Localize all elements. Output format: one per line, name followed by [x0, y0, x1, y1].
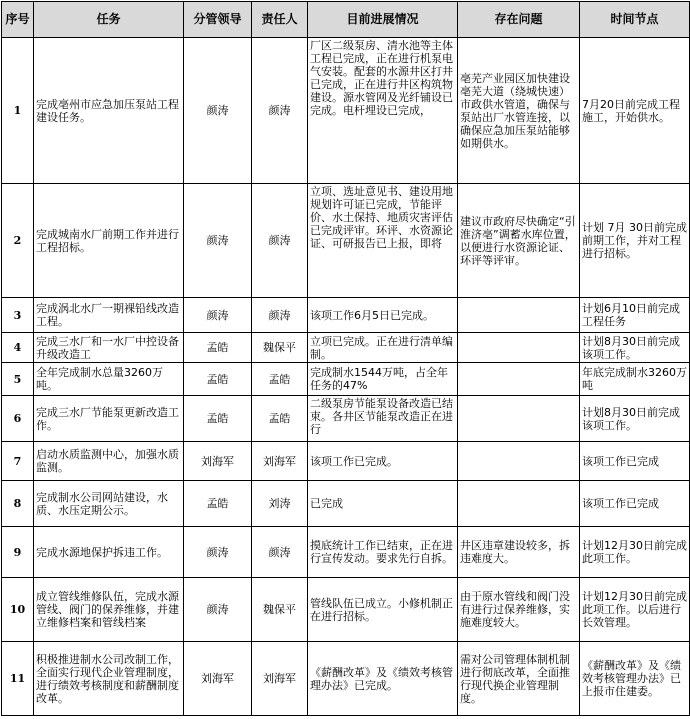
row-task: 完成三水厂节能泵更新改造工作。 — [34, 396, 184, 442]
header-progress: 目前进展情况 — [308, 2, 458, 38]
row-progress: 该项工作6月5日已完成。 — [308, 298, 458, 333]
row-timeline: 该项工作已完成 — [580, 481, 690, 527]
table-row — [2, 578, 690, 642]
row-task: 完成制水公司网站建设，水质、水压定期公示。 — [34, 481, 184, 527]
row-owner: 颜涛 — [252, 527, 308, 578]
table-row — [2, 298, 690, 333]
row-timeline: 计划 7月 30日前完成前期工作，并对工程进行招标。 — [580, 184, 690, 298]
row-leader: 孟皓 — [184, 481, 252, 527]
row-leader: 颜涛 — [184, 38, 252, 184]
row-issues — [458, 481, 580, 527]
row-no: 5 — [2, 363, 34, 396]
row-owner: 颜涛 — [252, 38, 308, 184]
row-owner: 孟皓 — [252, 363, 308, 396]
row-issues: 井区违章建设较多，拆违难度大。 — [458, 527, 580, 578]
row-progress — [308, 396, 458, 442]
row-leader: 颜涛 — [184, 184, 252, 298]
header-row — [2, 2, 690, 38]
row-timeline: 年底完成制水3260万吨 — [580, 363, 690, 396]
header-leader: 分管领导 — [184, 2, 252, 38]
row-timeline: 《薪酬改革》及《绩效考核管理办法》已上报市住建委。 — [580, 642, 690, 716]
table-row — [2, 38, 690, 184]
header-owner: 责任人 — [252, 2, 308, 38]
row-progress — [308, 38, 458, 184]
row-no: 7 — [2, 442, 34, 481]
row-issues: 需对公司管理体制机制进行彻底改革，全面推行现代换企业管理制度。 — [458, 642, 580, 716]
row-owner: 颜涛 — [252, 184, 308, 298]
row-leader: 颜涛 — [184, 298, 252, 333]
task-table — [1, 1, 690, 716]
row-issues: 亳芜产业园区加快建设亳芜大道（绕城快速）市政供水管道，确保与泵站出厂水管连接，以确保应急加压泵站能够如期供水。 — [458, 38, 580, 184]
row-progress: 已完成 — [308, 481, 458, 527]
row-task: 完成城南水厂前期工作并进行工程招标。 — [34, 184, 184, 298]
row-owner: 魏保平 — [252, 578, 308, 642]
row-task: 完成涡北水厂一期裸铅线改造工程。 — [34, 298, 184, 333]
row-leader: 颜涛 — [184, 578, 252, 642]
row-issues — [458, 333, 580, 363]
row-progress — [308, 184, 458, 298]
row-no: 1 — [2, 38, 34, 184]
row-task: 完成三水厂和一水厂中控设备升级改造工 — [34, 333, 184, 363]
row-owner: 刘海军 — [252, 642, 308, 716]
row-issues: 由于原水管线和阀门没有进行过保养维修，实施难度较大。 — [458, 578, 580, 642]
table-row — [2, 396, 690, 442]
header-task: 任务 — [34, 2, 184, 38]
row-no: 4 — [2, 333, 34, 363]
row-issues — [458, 442, 580, 481]
row-progress: 完成制水1544万吨，占全年任务的47% — [308, 363, 458, 396]
table-row — [2, 184, 690, 298]
row-timeline: 计划8月30日前完成该项工作。 — [580, 396, 690, 442]
row-leader: 孟皓 — [184, 363, 252, 396]
row-owner: 魏保平 — [252, 333, 308, 363]
row-issues — [458, 298, 580, 333]
row-leader: 孟皓 — [184, 396, 252, 442]
row-no: 10 — [2, 578, 34, 642]
row-leader: 刘海军 — [184, 642, 252, 716]
row-issues — [458, 396, 580, 442]
table-row — [2, 442, 690, 481]
table-row — [2, 527, 690, 578]
row-timeline: 计划6月10日前完成工程任务 — [580, 298, 690, 333]
row-progress: 管线队伍已成立。小修机制正在进行招标。 — [308, 578, 458, 642]
row-timeline: 7月20日前完成工程施工，开始供水。 — [580, 38, 690, 184]
row-task: 启动水质监测中心，加强水质监测。 — [34, 442, 184, 481]
row-task: 成立管线维修队伍，完成水源管线、阀门的保养维修，并建立维修档案和管线档案 — [34, 578, 184, 642]
table-row — [2, 481, 690, 527]
row-no: 11 — [2, 642, 34, 716]
header-timeline: 时间节点 — [580, 2, 690, 38]
row-task: 完成水源地保护拆违工作。 — [34, 527, 184, 578]
row-task: 完成亳州市应急加压泵站工程建设任务。 — [34, 38, 184, 184]
row-no: 3 — [2, 298, 34, 333]
row-owner: 刘海军 — [252, 442, 308, 481]
row-progress: 《薪酬改革》及《绩效考核管理办法》已完成。 — [308, 642, 458, 716]
row-owner: 颜涛 — [252, 298, 308, 333]
row-progress: 摸底统计工作已结束，正在进行宣传发动。要求先行自拆。 — [308, 527, 458, 578]
row-owner: 孟皓 — [252, 396, 308, 442]
row-no: 9 — [2, 527, 34, 578]
row-leader: 孟皓 — [184, 333, 252, 363]
row-timeline: 该项工作已完成 — [580, 442, 690, 481]
header-issues: 存在问题 — [458, 2, 580, 38]
row-leader: 颜涛 — [184, 527, 252, 578]
row-no: 6 — [2, 396, 34, 442]
row-timeline: 计划12月30日前完成此项工作。 — [580, 527, 690, 578]
row-progress-text: 二级泵房节能泵设备改造已结束。各井区节能泵改造正在进行 — [310, 397, 453, 436]
row-progress-text: 厂区二级泵房、清水池等主体工程已完成，正在进行机泵电气安装。配套的水源井区打井已完成，正在进行井区构筑物建设。源水管网及光纤铺设已完成。电杆埋设已完成， — [310, 39, 453, 117]
table-row — [2, 333, 690, 363]
row-progress: 立项已完成。正在进行清单编制。 — [308, 333, 458, 363]
header-no: 序号 — [2, 2, 34, 38]
row-task: 全年完成制水总量3260万吨。 — [34, 363, 184, 396]
row-task: 积极推进制水公司改制工作，全面实行现代企业管理制度，进行绩效考核制度和薪酬制度改革。 — [34, 642, 184, 716]
row-progress-text: 立项、选址意见书、建设用地规划许可证已完成，节能评价、水土保持、地质灾害评估已完成评审。环评、水资源论证、可研报告已上报，即将 — [310, 185, 453, 250]
row-progress: 该项工作已完成。 — [308, 442, 458, 481]
row-owner: 刘涛 — [252, 481, 308, 527]
row-issues — [458, 363, 580, 396]
row-leader: 刘海军 — [184, 442, 252, 481]
row-issues: 建议市政府尽快确定“引淮济亳”调蓄水库位置，以便进行水资源论证、环评等评审。 — [458, 184, 580, 298]
row-timeline: 计划12月30日前完成此项工作。以后进行长效管理。 — [580, 578, 690, 642]
row-no: 8 — [2, 481, 34, 527]
table-row — [2, 363, 690, 396]
row-timeline: 计划8月30日前完成该项工作。 — [580, 333, 690, 363]
table-row — [2, 642, 690, 716]
row-no: 2 — [2, 184, 34, 298]
